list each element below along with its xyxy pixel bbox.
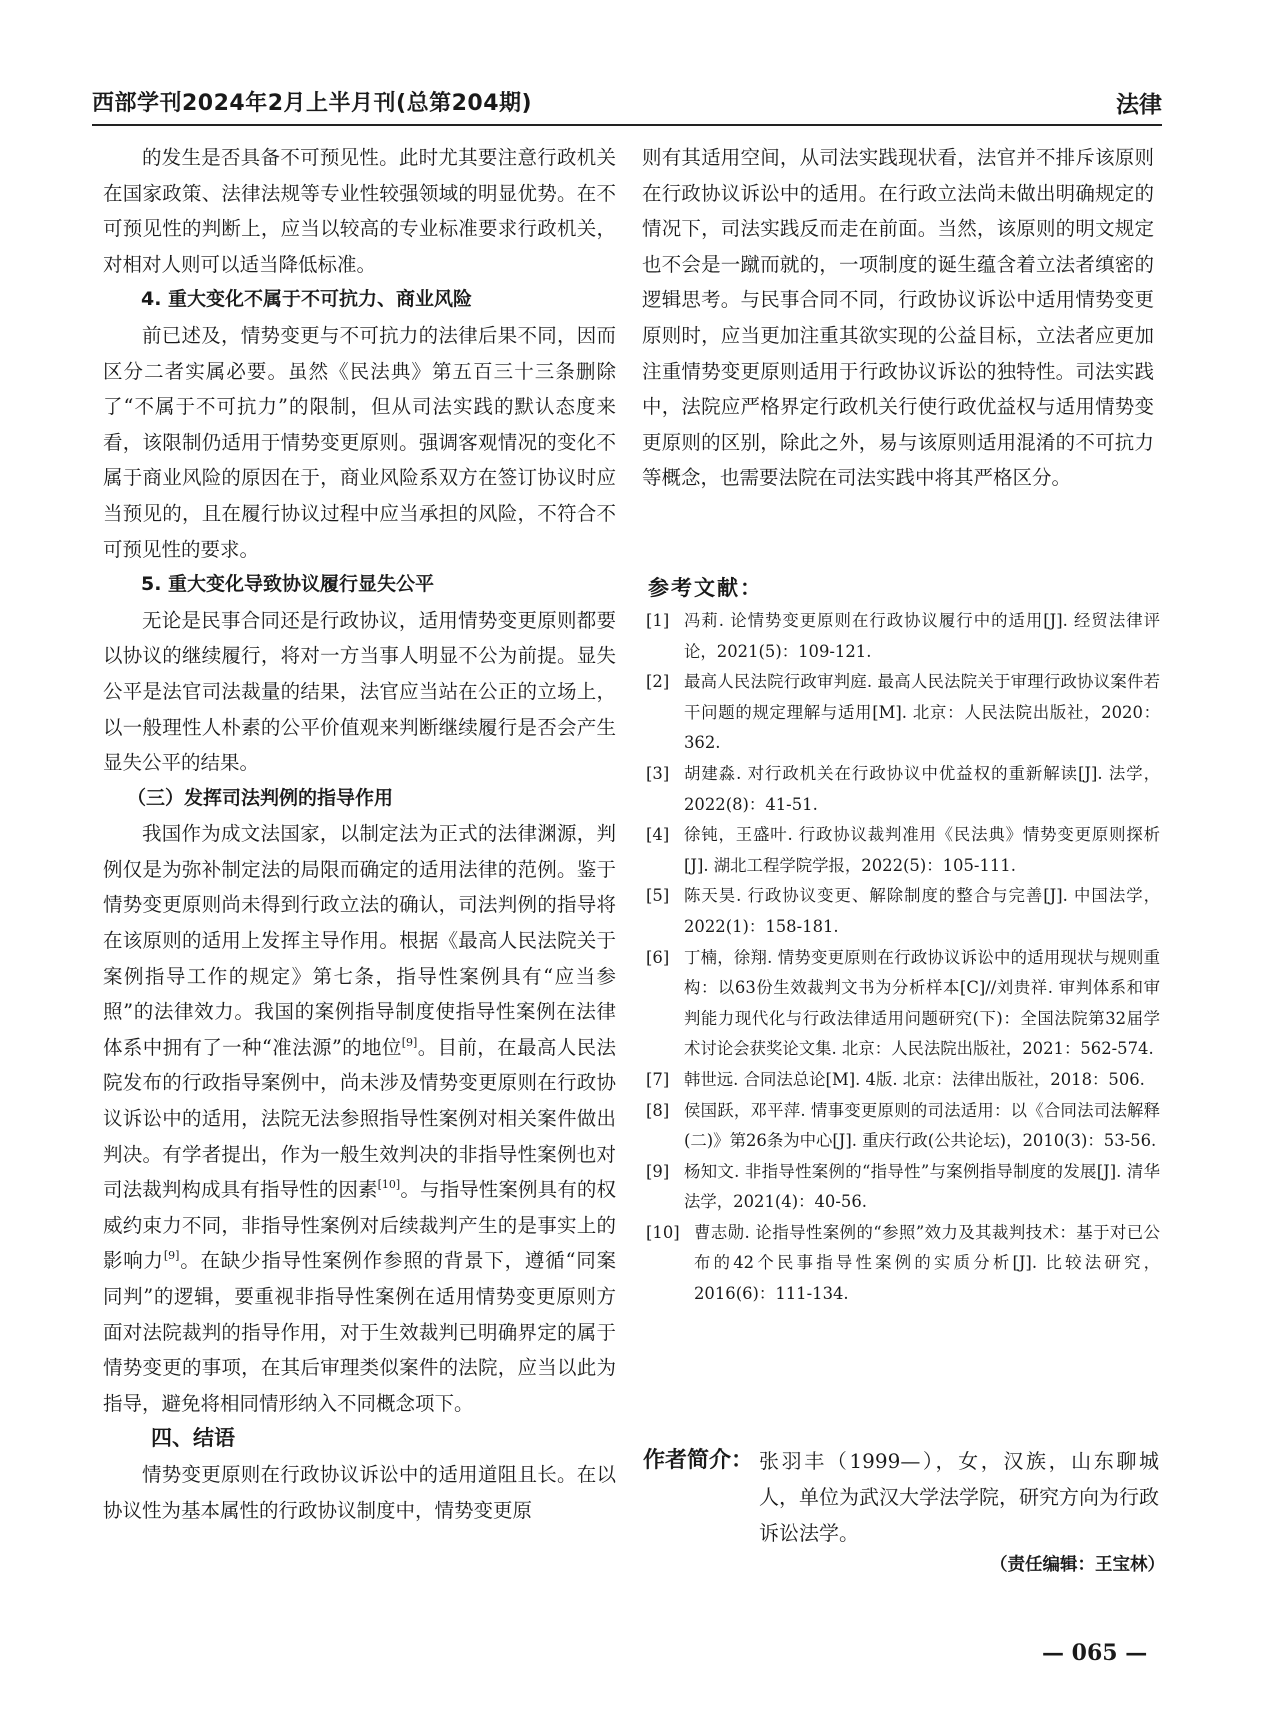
reference-number: [6] [646,947,670,967]
subheading: 4. 重大变化不属于不可抗力、商业风险 [141,288,473,311]
paragraph: 无论是民事合同还是行政协议，适用情势变更原则都要以协议的继续履行，将对一方当事人明显不公为前提。显失公平是法官司法裁量的结果，法官应当站在公正的立场上，以一般理性人朴素的公平价值观来判断继续履行是否会产生显失公平的结果。 [103,608,616,775]
reference-text: 侯国跃，邓平萍. 情事变更原则的司法适用：以《合同法司法解释(二)》第26条为中心[J]. 重庆行政(公共论坛)，2010(3)：53-56. [684,1100,1160,1151]
reference-item [646,1065,1160,1096]
reference-item [646,667,1160,759]
reference-item [646,820,1160,881]
citation-mark: [10] [377,1178,401,1192]
responsible-editor: （责任编辑：王宝林） [990,1555,1165,1575]
section-label: 法律 [1116,92,1162,118]
page-number: — 065 — [1042,1640,1148,1666]
left-column [103,140,616,1528]
paragraph: 则有其适用空间，从司法实践现状看，法官并不排斥该原则在行政协议诉讼中的适用。在行政立法尚未做出明确规定的情况下，司法实践反而走在前面。当然，该原则的明文规定也不会是一蹴而就的，一项制度的诞生蕴含着立法者缜密的逻辑思考。与民事合同不同，行政协议诉讼中适用情势变更原则时，应当更加注重其欲实现的公益目标，立法者应更加注重情势变更原则适用于行政协议诉讼的独特性。司法实践中，法院应严格界定行政机关行使行政优益权与适用情势变更原则的区别，除此之外，易与该原则适用混淆的不可抗力等概念，也需要法院在司法实践中将其严格区分。 [642,146,1154,490]
reference-text: 最高人民法院行政审判庭. 最高人民法院关于审理行政协议案件若干问题的规定理解与适用[M]. 北京：人民法院出版社，2020：362. [684,672,1160,753]
reference-item [646,881,1160,942]
citation-mark: [9] [401,1035,418,1049]
reference-number: [3] [646,763,670,783]
references-title: 参考文献： [648,576,763,600]
reference-number: [8] [646,1100,670,1120]
reference-item [646,759,1160,820]
reference-number: [7] [646,1069,670,1089]
reference-text: 曹志勋. 论指导性案例的“参照”效力及其裁判技术：基于对已公布的42个民事指导性案例的实质分析[J]. 比较法研究，2016(6)：111-134. [694,1222,1160,1304]
reference-item [646,1157,1160,1218]
citation-mark: [9] [163,1249,180,1263]
author-label: 作者简介： [643,1448,754,1473]
reference-text: 徐钝，王盛叶. 行政协议裁判准用《民法典》情势变更原则探析[J]. 湖北工程学院学报，2022(5)：105-111. [684,825,1160,875]
right-column [642,140,1154,496]
reference-item [646,943,1160,1065]
reference-item [646,606,1160,667]
reference-text: 胡建淼. 对行政机关在行政协议中优益权的重新解读[J]. 法学，2022(8)：41-51. [684,763,1160,814]
paragraph: 前已述及，情势变更与不可抗力的法律后果不同，因而区分二者实属必要。虽然《民法典》第五百三十三条删除了“不属于不可抗力”的限制，但从司法实践的默认态度来看，该限制仍适用于情势变更原则。强调客观情况的变化不属于商业风险的原因在于，商业风险系双方在签订协议时应当预见的，且在履行协议过程中应当承担的风险，不符合不可预见性的要求。 [103,323,616,561]
reference-text: 韩世远. 合同法总论[M]. 4版. 北京：法律出版社，2018：506. [684,1069,1145,1089]
section-heading: （三）发挥司法判例的指导作用 [127,786,394,809]
references-list [646,606,1160,1310]
reference-number: [4] [646,825,670,845]
reference-text: 丁楠，徐翔. 情势变更原则在行政协议诉讼中的适用现状与规则重构：以63份生效裁判文书为分析样本[C]//刘贵祥. 审判体系和审判能力现代化与行政法律适用问题研究(下)：全国法院第32届学术讨论会获奖论文集. 北京：人民法院出版社，2021：562-574. [684,947,1160,1059]
paragraph: 的发生是否具备不可预见性。此时尤其要注意行政机关在国家政策、法律法规等专业性较强领域的明显优势。在不可预见性的判断上，应当以较高的专业标准要求行政机关，对相对人则可以适当降低标准。 [103,146,616,276]
chapter-heading: 四、结语 [151,1426,235,1451]
reference-text: 冯莉. 论情势变更原则在行政协议履行中的适用[J]. 经贸法律评论，2021(5)：109-121. [684,611,1160,661]
author-text: 张羽丰（1999—），女，汉族，山东聊城人，单位为武汉大学法学院，研究方向为行政诉讼法学。 [759,1449,1159,1545]
reference-number: [9] [646,1161,670,1181]
subheading: 5. 重大变化导致协议履行显失公平 [141,573,435,596]
reference-text: 陈天昊. 行政协议变更、解除制度的整合与完善[J]. 中国法学，2022(1)：158-181. [684,886,1160,936]
journal-title: 西部学刊2024年2月上半月刊(总第204期) [92,91,533,116]
reference-number: [5] [646,886,670,906]
author-bio [643,1443,1159,1551]
page-header [92,78,1162,126]
reference-number: [2] [646,672,670,692]
reference-item [646,1218,1160,1310]
paragraph-with-citations: 我国作为成文法国家，以制定法为正式的法律渊源，判例仅是为弥补制定法的局限而确定的适用法律的范例。鉴于情势变更原则尚未得到行政立法的确认，司法判例的指导将在该原则的适用上发挥主导作用。根据《最高人民法院关于案例指导工作的规定》第七条，指导性案例具有“应当参照”的法律效力。我国的案例指导制度使指导性案例在法律体系中拥有了一种“准法源”的地位[9]。目前，在最高人民法院发布的行政指导案例中，尚未涉及情势变更原则在行政协议诉讼中的适用，法院无法参照指导性案例对相关案件做出判决。有学者提出，作为一般生效判决的非指导性案例也对司法裁判构成具有指导性的因素[10]。与指导性案例具有的权威约束力不同，非指导性案例对后续裁判产生的是事实上的影响力[9]。在缺少指导性案例作参照的背景下，遵循“同案同判”的逻辑，要重视非指导性案例在适用情势变更原则方面对法院裁判的指导作用，对于生效裁判已明确界定的属于情势变更的事项，在其后审理类似案件的法院，应当以此为指导，避免将相同情形纳入不同概念项下。 [103,822,616,1415]
reference-number: [1] [646,611,670,630]
reference-text: 杨知文. 非指导性案例的“指导性”与案例指导制度的发展[J]. 清华法学，2021(4)：40-56. [684,1161,1160,1212]
paragraph: 情势变更原则在行政协议诉讼中的适用道阻且长。在以协议性为基本属性的行政协议制度中，情势变更原 [103,1462,616,1522]
reference-number: [10] [646,1222,680,1242]
reference-item [646,1096,1160,1157]
